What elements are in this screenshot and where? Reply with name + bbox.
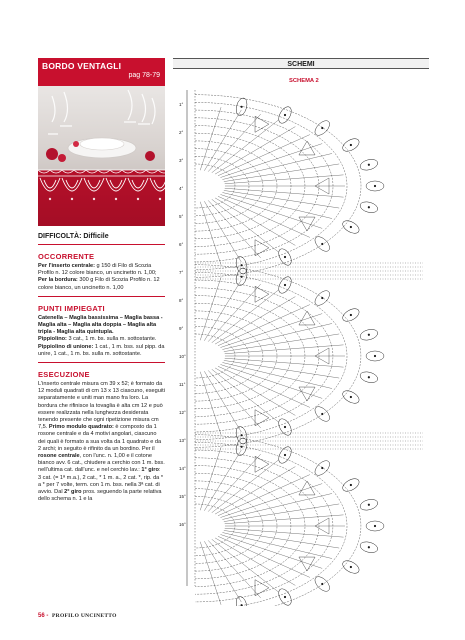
pippiolino [38,336,165,343]
picot [374,355,376,357]
picot [240,604,242,606]
schema-label: SCHEMA 2 [289,78,319,84]
stitch-line [215,198,295,246]
fan-triangle [248,456,269,476]
picot [321,297,323,299]
row-marker: 1° [179,102,184,107]
article-title: BORDO VENTAGLI [42,61,122,71]
stitch-line [212,460,279,513]
picot [368,504,370,506]
fan-triangle [295,311,315,332]
esecuzione-heading: ESECUZIONE [38,370,90,380]
row-marker: 14° [179,466,186,471]
stitch-line [225,528,344,537]
pipu-text: 1 cat., 1 m. bss. sul pipp. da unire, 1 cat., 1 m. bs. sulla m. sottostante. [38,343,165,357]
stitch-line [220,364,322,398]
row-marker: 5° [179,214,184,219]
crochet-chart [173,86,429,606]
fan-triangle [295,380,315,401]
stitch-line [220,484,322,518]
divider [38,362,165,363]
occorrente-border [38,277,165,291]
stitch-line [224,504,339,522]
exec-text-1: L'inserto centrale misura cm 39 x 52; è formato da 12 moduli quadrati di cm 13 x 13 ciascuno, eseguiti separatamente e uniti man mano fra loro. La bordura che rifinisce la tovaglia è alta cm 12 e può essere realizzata nella lunghezza desiderata tenendo presente che ogni ripetizione misura cm 7,5. [38,381,165,431]
stitch-line [224,360,339,378]
stitch-line [224,190,339,208]
picot [240,446,242,448]
fan-triangle [295,141,315,162]
picot [240,276,242,278]
picot [350,566,352,568]
stitch-line [220,314,322,348]
row-marker: 15° [179,494,186,499]
fan-triangle [248,236,269,256]
stitch-line [225,358,344,367]
picot [321,467,323,469]
picot [284,596,286,598]
stitch-line [220,194,322,228]
stitch-line [215,368,295,416]
insert-text: g 150 di Filo di Scozia Profilo n. 12 colore bianco, un uncinetto n. 1,00; [38,263,157,277]
product-photo [38,86,165,226]
fan-triangle [295,550,315,571]
schema-panel [173,58,429,608]
divider [38,244,165,245]
stitch-line [212,120,279,173]
stitch-line [212,539,279,592]
fan-repeat [195,95,384,278]
picot [321,413,323,415]
stitch-line [220,144,322,178]
picot [284,454,286,456]
border-text: 300 g Filo di Scozia Profilo n. 12 colore bianco, un uncinetto n. 1,00 [38,277,160,291]
rosone-label: rosone centrale [38,453,80,460]
stitch-line [215,538,295,586]
pipu-label: Pippiolino di unione: [38,343,94,350]
stitch-line [204,201,241,262]
stitch-list: Catenella – Maglia bassissima – Maglia bassa - Maglia alta – Maglia alta doppia – Maglia alta tripla - Maglia alta quintupla. [38,314,163,336]
picot [321,583,323,585]
stitch-line [225,515,344,524]
pip-text: 3 cat., 1 m. bs. sulla m. sottostante. [66,336,157,343]
picot [368,376,370,378]
magazine-name: PROFILO UNCINETTO [52,613,117,619]
stitch-line [212,369,279,422]
stitch-line [225,188,344,197]
stitch-line [215,297,295,345]
row-marker: 7° [179,270,184,275]
picot [374,525,376,527]
stitch-line [215,127,295,175]
article-column [38,58,165,503]
picot [368,334,370,336]
fan-repeat [195,265,384,448]
picot [240,106,242,108]
picot [321,127,323,129]
insert-label: Per l'inserto centrale: [38,263,95,269]
stitch-line [215,467,295,515]
stitch-line [204,371,241,432]
picot [284,426,286,428]
exec-text-3: , con l'unc. n. 1,00 e il cotone bianco avv. 6 cat., chiudere a cerchio con 1 m. bss. nell'ultima cat. dall'unc. e nel cerchio lav.: [38,453,165,474]
picot [240,264,242,266]
row-marker: 6° [179,242,184,247]
row-markers [179,102,186,527]
fan-triangle [248,116,269,136]
page-number: 56 - [38,613,49,619]
stitch-line [204,541,241,602]
fan-repeat [195,435,384,606]
module-label: Primo modulo quadrato: [48,424,114,431]
stitch-line [212,290,279,343]
stitch-line [212,199,279,252]
row-marker: 8° [179,298,184,303]
giro2-label: 2° giro [64,489,82,496]
row-marker: 13° [179,438,186,443]
exec-text-2: è composto da 1 rosone centrale e da 4 motivi angolari, ciascuno dei quali è formato a sua volta da 1 quadrato e da 2 archi; in seguito è rifinito da un bordino. Per il [38,424,162,452]
row-marker: 9° [179,326,184,331]
border-label: Per la bordura: [38,277,78,284]
stitch-line [204,450,241,511]
picot [368,206,370,208]
stitch-line [204,280,241,341]
stitch-line [220,534,322,568]
stitch-line [224,530,339,548]
picot [284,284,286,286]
row-marker: 2° [179,130,184,135]
fan-triangle [248,406,269,426]
stitch-line [224,334,339,352]
schemi-heading: SCHEMI [173,58,429,69]
row-marker: 4° [179,186,184,191]
picot [350,226,352,228]
title-bar [38,58,165,86]
picot [368,546,370,548]
picot [350,396,352,398]
picot [350,314,352,316]
stitch-line [224,164,339,182]
picot [284,256,286,258]
exec-text-5: pros. seguendo la parte relativa dello schema n. 1 e la [38,489,162,503]
occorrente-heading: OCCORRENTE [38,252,95,261]
fan-triangle [248,286,269,306]
fan-triangle [248,576,269,596]
punti-heading: PUNTI IMPIEGATI [38,303,105,313]
stitch-line [225,345,344,354]
page-reference: pag 78-79 [128,72,160,79]
stitch-line [204,110,241,171]
esecuzione-text [38,381,165,503]
exec-text-4: : 3 cat. (= 1ª m.a.), 2 cat., * 1 m. a., 2 cat. *, rip. da * a * per 7 volte, term. con 1 m. bss. nella 3ª cat. di avvio. Dal [38,467,164,496]
row-marker: 3° [179,158,184,163]
fan-triangle [295,210,315,231]
giro1-label: 1° giro [141,467,159,474]
picot [240,434,242,436]
picot [284,114,286,116]
tablecloth-illustration [38,86,165,226]
row-marker: 10° [179,354,186,359]
fan-triangle [295,481,315,502]
picot [368,164,370,166]
row-marker: 12° [179,410,186,415]
row-marker: 16° [179,522,186,527]
picot [350,484,352,486]
row-marker: 11° [179,382,186,387]
pip-label: Pippiolino: [38,336,67,343]
picot [350,144,352,146]
chart-body [187,90,423,606]
divider [38,296,165,297]
punti-list [38,315,165,337]
occorrente-insert [38,263,165,277]
picot [374,185,376,187]
page-footer [38,613,117,619]
stitch-line [225,175,344,184]
pippiolino-unione [38,344,165,358]
picot [321,243,323,245]
difficulty: DIFFICOLTÀ: Difficile [38,233,109,240]
